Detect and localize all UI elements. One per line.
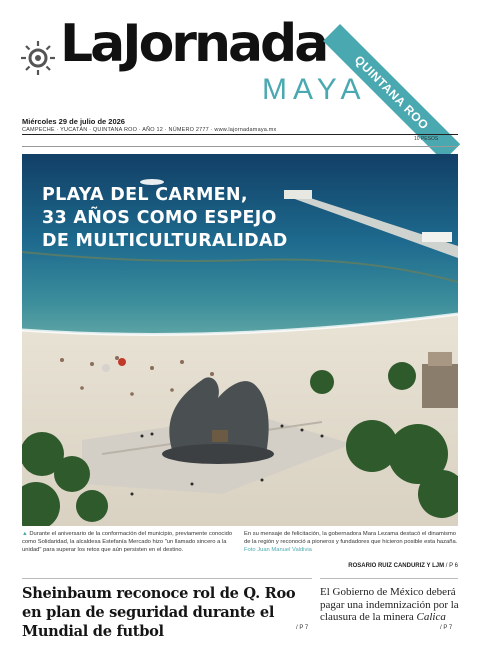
caption-text: Durante el aniversario de la conformación del municipio, previamente conocido como Solidaridad, la alcaldesa Estefanía Mercado hizo "un llamado sincero a la unidad" para superar los retos que aún persisten en el destino. bbox=[22, 531, 233, 553]
hero-headline-line: PLAYA DEL CARMEN, bbox=[42, 185, 248, 205]
page-reference: / P 6 bbox=[445, 563, 458, 569]
hero-headline-line: 33 AÑOS COMO ESPEJO bbox=[42, 208, 277, 228]
byline-authors: ROSARIO RUIZ CANDURIZ Y LJM bbox=[348, 563, 445, 569]
masthead-divider bbox=[22, 134, 458, 135]
photo-caption-left bbox=[22, 530, 234, 554]
price-divider bbox=[22, 146, 458, 147]
edition-ribbon: QUINTANA ROO bbox=[323, 24, 460, 161]
hero-headline-line: DE MULTICULTURALIDAD bbox=[42, 231, 288, 251]
side-headline-italic: Calica bbox=[416, 611, 446, 623]
sun-logo-icon bbox=[20, 40, 56, 76]
photo-credit: Foto Juan Manuel Valdivia bbox=[244, 547, 312, 553]
side-headline[interactable] bbox=[320, 586, 462, 624]
newspaper-logo[interactable]: LaJornada bbox=[60, 14, 327, 74]
price-label: 10 PESOS bbox=[414, 136, 439, 142]
main-headline-page: / P 7 bbox=[296, 625, 309, 631]
main-headline[interactable]: Sheinbaum reconoce rol de Q. Roo en plan de seguridad durante el Mundial de futbol bbox=[22, 585, 296, 640]
side-headline-page: / P 7 bbox=[440, 625, 453, 631]
side-headline-text: El Gobierno de México deberá pagar una indemnización por la clausura de la minera bbox=[320, 586, 459, 623]
hero-photo[interactable] bbox=[22, 154, 458, 526]
edition-info: CAMPECHE · YUCATÁN · QUINTANA ROO · AÑO 12 · NÚMERO 2777 · www.lajornadamaya.mx bbox=[22, 127, 277, 133]
side-headline-divider bbox=[320, 578, 458, 579]
issue-date: Miércoles 29 de julio de 2026 bbox=[22, 117, 125, 126]
story-byline[interactable] bbox=[348, 563, 458, 569]
caption-text: En su mensaje de felicitación, la gobernadora Mara Lezama destacó el dinamismo de la región y reconoció a pioneros y fundadores que hicieron posible esta hazaña. bbox=[244, 531, 458, 545]
newspaper-logo-sub: MAYA bbox=[262, 73, 367, 106]
headline-divider bbox=[22, 578, 312, 579]
hero-headline[interactable] bbox=[42, 184, 288, 253]
caption-triangle-icon: ▲ bbox=[22, 531, 28, 537]
photo-caption-right bbox=[244, 530, 458, 554]
